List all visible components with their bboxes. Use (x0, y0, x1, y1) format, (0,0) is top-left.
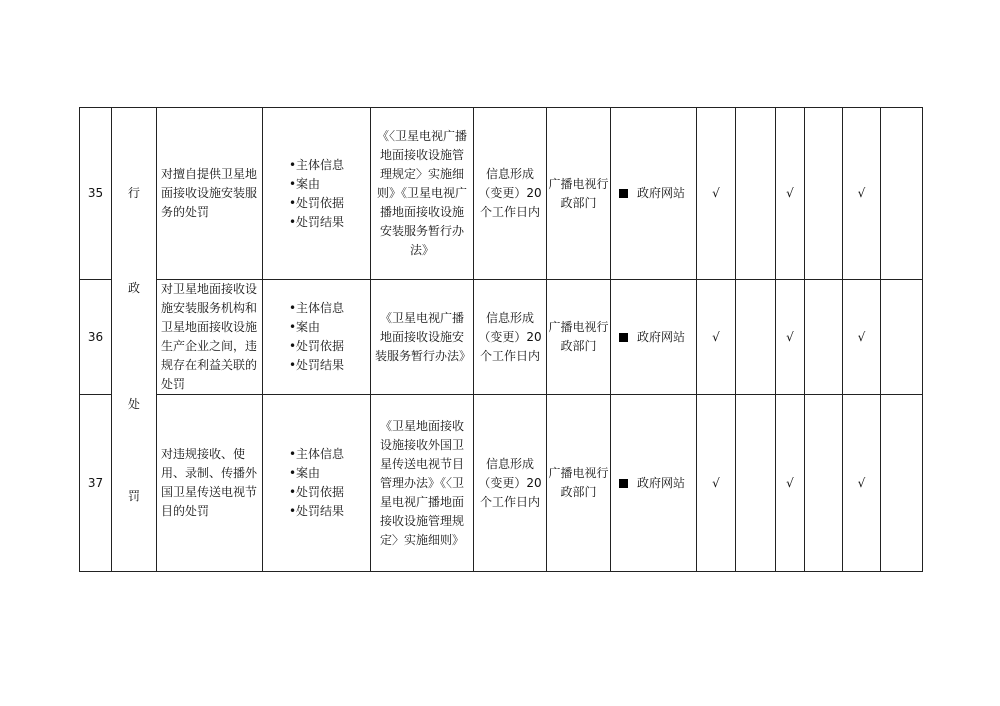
content-item: •主体信息 (288, 447, 345, 461)
table-row (80, 108, 923, 280)
check-cell (881, 280, 923, 395)
disclosure-department: 广播电视行政部门 (547, 108, 611, 280)
check-cell (736, 280, 776, 395)
check-cell: √ (843, 395, 881, 572)
check-cell: √ (776, 395, 805, 572)
row-number: 36 (80, 280, 112, 395)
check-cell: √ (843, 108, 881, 280)
check-cell: √ (697, 395, 736, 572)
disclosure-content (263, 280, 371, 395)
content-item: •处罚结果 (288, 358, 345, 372)
category-cell (112, 108, 157, 572)
disclosure-channel (611, 108, 697, 280)
check-cell: √ (697, 280, 736, 395)
matter-subject: 对违规接收、使用、录制、传播外国卫星传送电视节目的处罚 (157, 395, 263, 572)
row-number: 37 (80, 395, 112, 572)
check-cell (736, 108, 776, 280)
disclosure-content (263, 395, 371, 572)
check-cell: √ (843, 280, 881, 395)
disclosure-basis: 《卫星地面接收设施接收外国卫星传送电视节目管理办法》《〈卫星电视广播地面接收设施管理规定〉实施细则》 (371, 395, 474, 572)
category-char: 罚 (127, 489, 140, 503)
square-bullet-icon (619, 333, 628, 342)
disclosure-channel (611, 395, 697, 572)
disclosure-channel (611, 280, 697, 395)
content-item: •处罚结果 (288, 504, 345, 518)
category-char: 处 (127, 397, 140, 411)
table-row (80, 395, 923, 572)
check-cell: √ (776, 108, 805, 280)
matter-subject: 对擅自提供卫星地面接收设施安装服务的处罚 (157, 108, 263, 280)
disclosure-basis: 《〈卫星电视广播地面接收设施管理规定〉实施细则》《卫星电视广播地面接收设施安装服务暂行办法》 (371, 108, 474, 280)
row-number: 35 (80, 108, 112, 280)
channel-label: 政府网站 (637, 475, 686, 490)
check-cell (805, 395, 843, 572)
check-cell: √ (697, 108, 736, 280)
disclosure-term: 信息形成（变更）20个工作日内 (474, 395, 547, 572)
disclosure-term: 信息形成（变更）20个工作日内 (474, 280, 547, 395)
category-char: 政 (127, 281, 140, 295)
check-cell (805, 108, 843, 280)
category-char: 行 (127, 186, 140, 200)
content-item: •处罚结果 (288, 214, 345, 229)
content-item: •主体信息 (288, 301, 345, 315)
channel-label: 政府网站 (637, 186, 686, 200)
disclosure-department: 广播电视行政部门 (547, 280, 611, 395)
content-item: •案由 (288, 176, 321, 191)
disclosure-term: 信息形成（变更）20个工作日内 (474, 108, 547, 280)
check-cell (736, 395, 776, 572)
check-cell: √ (776, 280, 805, 395)
content-item: •处罚依据 (288, 339, 345, 353)
disclosure-content (263, 108, 371, 280)
channel-label: 政府网站 (637, 329, 686, 344)
content-item: •处罚依据 (288, 485, 345, 499)
square-bullet-icon (619, 479, 628, 488)
content-item: •处罚依据 (288, 195, 345, 210)
matter-subject: 对卫星地面接收设施安装服务机构和卫星地面接收设施生产企业之间，违规存在利益关联的处罚 (157, 280, 263, 395)
square-bullet-icon (619, 189, 628, 198)
check-cell (881, 395, 923, 572)
disclosure-basis: 《卫星电视广播地面接收设施安装服务暂行办法》 (371, 280, 474, 395)
disclosure-table (79, 107, 923, 572)
table-row (80, 280, 923, 395)
disclosure-department: 广播电视行政部门 (547, 395, 611, 572)
content-item: •案由 (288, 466, 321, 480)
content-item: •主体信息 (288, 157, 345, 172)
content-item: •案由 (288, 320, 321, 334)
check-cell (881, 108, 923, 280)
check-cell (805, 280, 843, 395)
